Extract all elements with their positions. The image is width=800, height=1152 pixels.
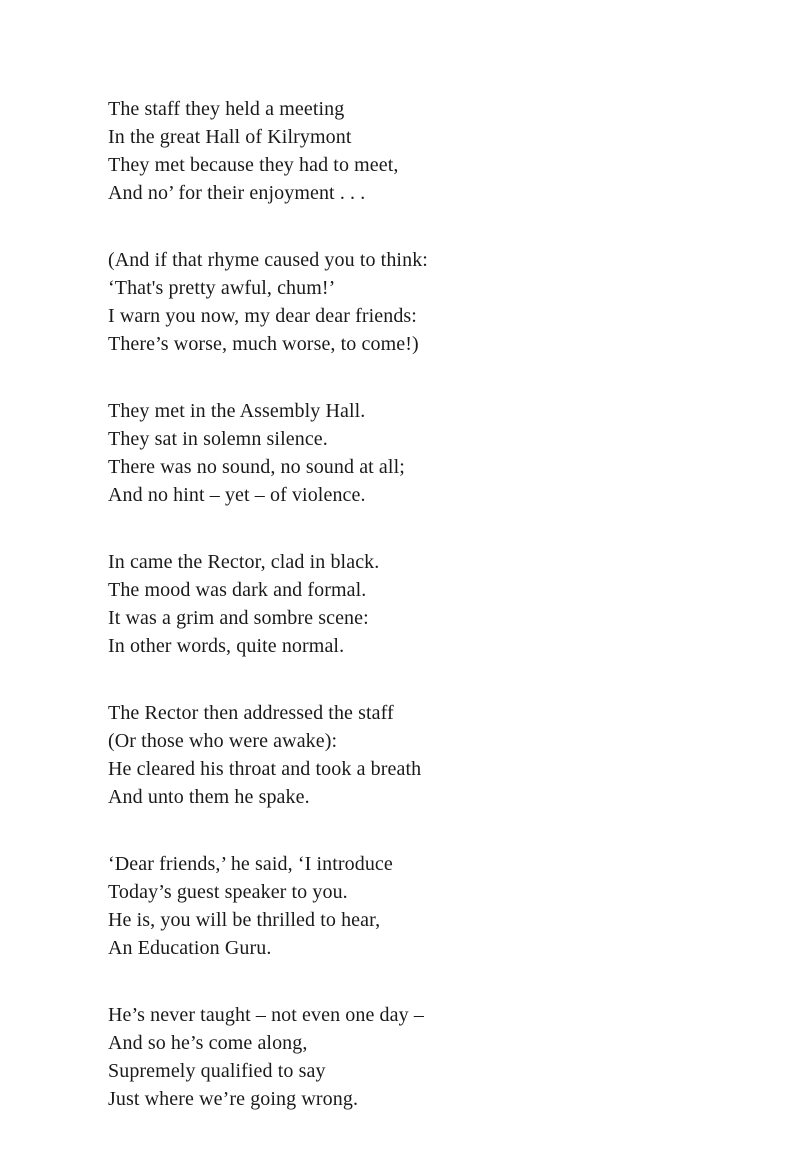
stanza-6 [108, 850, 668, 962]
poem-line: ‘That's pretty awful, chum!’ [108, 277, 336, 299]
poem-line: An Education Guru. [108, 937, 272, 959]
poem-line: There was no sound, no sound at all; [108, 456, 405, 478]
poem-line: It was a grim and sombre scene: [108, 607, 369, 629]
poem [108, 95, 668, 1152]
poem-line: He cleared his throat and took a breath [108, 758, 422, 780]
poem-line: There’s worse, much worse, to come!) [108, 333, 419, 355]
poem-line: In came the Rector, clad in black. [108, 551, 380, 573]
stanza-1 [108, 95, 668, 207]
poem-line: He’s never taught – not even one day – [108, 1004, 424, 1026]
poem-line: They sat in solemn silence. [108, 428, 328, 450]
poem-line: The staff they held a meeting [108, 98, 345, 120]
stanza-3 [108, 397, 668, 509]
poem-line: ‘Dear friends,’ he said, ‘I introduce [108, 853, 393, 875]
stanza-7 [108, 1001, 668, 1113]
poem-line: Just where we’re going wrong. [108, 1088, 359, 1110]
poem-line: He is, you will be thrilled to hear, [108, 909, 381, 931]
poem-line: And so he’s come along, [108, 1032, 308, 1054]
poem-line: And no’ for their enjoyment . . . [108, 182, 366, 204]
poem-line: And unto them he spake. [108, 786, 310, 808]
poem-line: In other words, quite normal. [108, 635, 345, 657]
poem-line: Supremely qualified to say [108, 1060, 326, 1082]
poem-line: (And if that rhyme caused you to think: [108, 249, 428, 271]
stanza-4 [108, 548, 668, 660]
poem-line: The Rector then addressed the staff [108, 702, 394, 724]
stanza-5 [108, 699, 668, 811]
poem-line: They met because they had to meet, [108, 154, 399, 176]
poem-line: (Or those who were awake): [108, 730, 338, 752]
stanza-2 [108, 246, 668, 358]
poem-line: They met in the Assembly Hall. [108, 400, 366, 422]
poem-line: In the great Hall of Kilrymont [108, 126, 352, 148]
poem-line: The mood was dark and formal. [108, 579, 367, 601]
poem-line: Today’s guest speaker to you. [108, 881, 348, 903]
poem-line: I warn you now, my dear dear friends: [108, 305, 417, 327]
poem-line: And no hint – yet – of violence. [108, 484, 366, 506]
